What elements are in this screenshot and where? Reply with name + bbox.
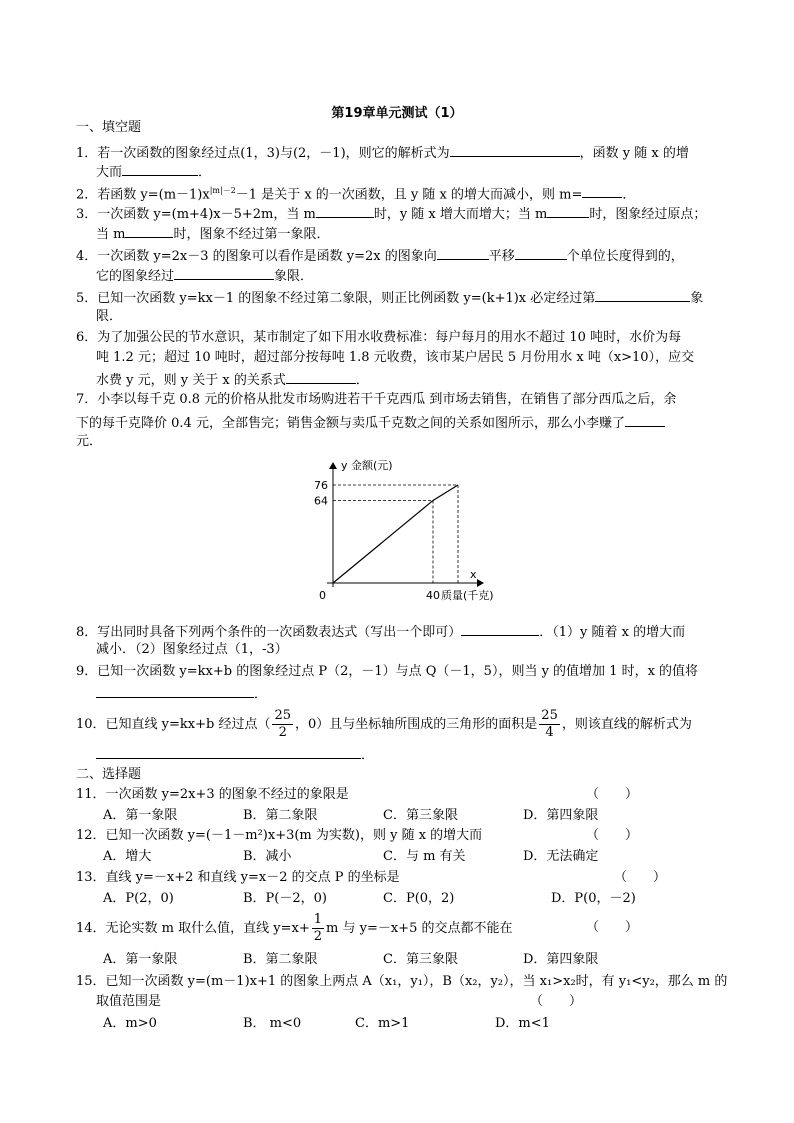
- answer-paren[interactable]: （ ）: [530, 994, 583, 1009]
- option-c[interactable]: C．第三象限: [383, 952, 458, 967]
- option-a[interactable]: A．P(2，0): [103, 891, 174, 906]
- option-a[interactable]: A．m>0: [103, 1016, 157, 1031]
- answer-blank[interactable]: [515, 246, 567, 260]
- option-d[interactable]: D．P(0，－2): [551, 891, 636, 906]
- option-a[interactable]: A．增大: [103, 849, 152, 864]
- answer-blank[interactable]: [461, 622, 539, 636]
- question-8: 8．写出同时具备下列两个条件的一次函数表达式（写出一个即可） ．（1）y 随着 x 的增大而: [76, 622, 685, 641]
- x-axis-label: x: [470, 568, 477, 581]
- option-a[interactable]: A．第一象限: [103, 808, 178, 823]
- section-heading: 二、选择题: [76, 767, 142, 782]
- question-14: 14．无论实数 m 取什么值，直线 y=x+ $\frac{1}{2}$ m 与 y=－x+5 的交点都不能在: [76, 912, 513, 944]
- question-15-cont: 取值范围是: [96, 994, 162, 1009]
- page-title: 第19章单元测试（1）: [331, 106, 463, 121]
- question-9-cont: ．: [96, 684, 267, 703]
- answer-blank[interactable]: [595, 288, 690, 302]
- series-line: [333, 485, 458, 583]
- answer-blank[interactable]: [96, 745, 361, 759]
- answer-blank[interactable]: [450, 143, 580, 157]
- question-6-cont: 吨 1.2 元；超过 10 吨时，超过部分按每吨 1.8 元收费，该市某户居民 5 月份用水 x 吨（x>10），应交: [96, 350, 695, 365]
- question-5-cont: 限．: [96, 309, 123, 324]
- question-1-cont: 大而 ．: [96, 162, 211, 181]
- question-6-cont: 水费 y 元，则 y 关于 x 的关系式 ．: [96, 370, 369, 389]
- question-13: 13．直线 y=－x+2 和直线 y=x－2 的交点 P 的坐标是: [76, 870, 400, 885]
- x-tick-label: 40: [426, 589, 440, 602]
- answer-paren[interactable]: （ ）: [586, 828, 639, 843]
- option-b[interactable]: B．第二象限: [243, 808, 318, 823]
- option-c[interactable]: C．m>1: [355, 1016, 410, 1031]
- question-7-cont: 下的每千克降价 0.4 元，全部售完；销售金额与卖瓜千克数之间的关系如图所示，那么小李赚了: [76, 413, 665, 432]
- option-c[interactable]: C．P(0，2): [383, 891, 455, 906]
- origin-label: 0: [319, 589, 326, 602]
- question-10: 10．已知直线 y=kx+b 经过点（ $\frac{25}{2}$ ，0）且与坐标轴所围成的三角形的面积是 $\frac{25}{4}$ ，则该直线的解析式为: [76, 708, 692, 740]
- fraction: $\frac{1}{2}$: [313, 912, 323, 944]
- y-tick-label: 64: [314, 494, 328, 508]
- y-tick-label: 76: [314, 479, 328, 492]
- section-heading: 一、填空题: [76, 120, 142, 135]
- answer-paren[interactable]: （ ）: [614, 870, 667, 885]
- answer-blank[interactable]: [437, 246, 489, 260]
- option-b[interactable]: B．第二象限: [243, 952, 318, 967]
- question-4-cont: 它的图象经过 象限．: [96, 266, 313, 285]
- option-b[interactable]: B． m<0: [243, 1016, 302, 1031]
- question-9: 9．已知一次函数 y=kx+b 的图象经过点 P（2，－1）与点 Q（－1，5），则当 y 的值增加 1 时，x 的值将: [76, 664, 699, 679]
- option-b[interactable]: B．减小: [243, 849, 292, 864]
- option-d[interactable]: D．无法确定: [523, 849, 599, 864]
- question-6: 6．为了加强公民的节水意识，某市制定了如下用水收费标准：每户每月的用水不超过 10 吨时，水价为每: [76, 330, 682, 345]
- answer-blank[interactable]: [625, 413, 665, 427]
- answer-blank[interactable]: [286, 370, 356, 384]
- question-10-cont: ．: [96, 745, 374, 764]
- question-3: 3．一次函数 y=(m+4)x－5+2m，当 m 时，y 随 x 增大而增大；当 m 时，图象经过原点；: [76, 204, 706, 223]
- option-d[interactable]: D．第四象限: [523, 952, 599, 967]
- answer-paren[interactable]: （ ）: [586, 787, 639, 802]
- y-axis-label: y 金额(元): [341, 459, 393, 472]
- question-7: 7．小李以每千克 0.8 元的价格从批发市场购进若干千克西瓜 到市场去销售，在销售了部分西瓜之后，余: [76, 392, 677, 407]
- answer-blank[interactable]: [96, 684, 254, 698]
- answer-blank[interactable]: [122, 162, 198, 176]
- answer-paren[interactable]: （ ）: [586, 920, 639, 935]
- option-c[interactable]: C．第三象限: [383, 808, 458, 823]
- answer-blank[interactable]: [547, 204, 589, 218]
- answer-blank[interactable]: [125, 224, 173, 238]
- sales-chart: [300, 455, 520, 605]
- question-3-cont: 当 m 时，图象不经过第一象限．: [96, 224, 329, 243]
- question-12: 12．已知一次函数 y=(－1－m²)x+3(m 为实数)，则 y 随 x 的增大而: [76, 828, 483, 843]
- option-c[interactable]: C．与 m 有关: [383, 849, 466, 864]
- option-d[interactable]: D．m<1: [495, 1016, 550, 1031]
- question-7-cont: 元．: [76, 434, 103, 449]
- answer-blank[interactable]: [582, 184, 622, 198]
- option-d[interactable]: D．第四象限: [523, 808, 599, 823]
- fraction: $\frac{25}{4}$: [541, 708, 558, 740]
- question-2: 2．若函数 $y=(m-1)x^{|m|-2}-1$ 是关于 x 的一次函数，且 y 随 x 的增大而减小，则 m= ．: [76, 186, 636, 203]
- answer-blank[interactable]: [316, 204, 374, 218]
- question-8-cont: 减小．（2）图象经过点（1，-3）: [96, 642, 288, 657]
- fraction: $\frac{25}{2}$: [274, 708, 292, 740]
- option-a[interactable]: A．第一象限: [103, 952, 178, 967]
- question-1: 1．若一次函数的图象经过点(1，3)与(2，－1)，则它的解析式为 ，函数 y 随 x 的增: [76, 143, 689, 162]
- option-b[interactable]: B．P(－2，0): [243, 891, 327, 906]
- question-4: 4．一次函数 y=2x－3 的图象可以看作是函数 y=2x 的图象向 平移 个单位长度得到的，: [76, 246, 684, 265]
- answer-blank[interactable]: [174, 266, 274, 280]
- question-15: 15．已知一次函数 y=(m－1)x+1 的图象上两点 A（x₁，y₁），B（x₂，y₂），当 x₁>x₂时，有 y₁<y₂，那么 m 的: [76, 974, 728, 989]
- x-axis-unit-label: 质量(千克): [441, 589, 494, 602]
- question-11: 11．一次函数 y=2x+3 的图象不经过的象限是: [76, 787, 349, 802]
- question-5: 5．已知一次函数 y=kx－1 的图象不经过第二象限，则正比例函数 y=(k+1)x 必定经过第 象: [76, 288, 703, 307]
